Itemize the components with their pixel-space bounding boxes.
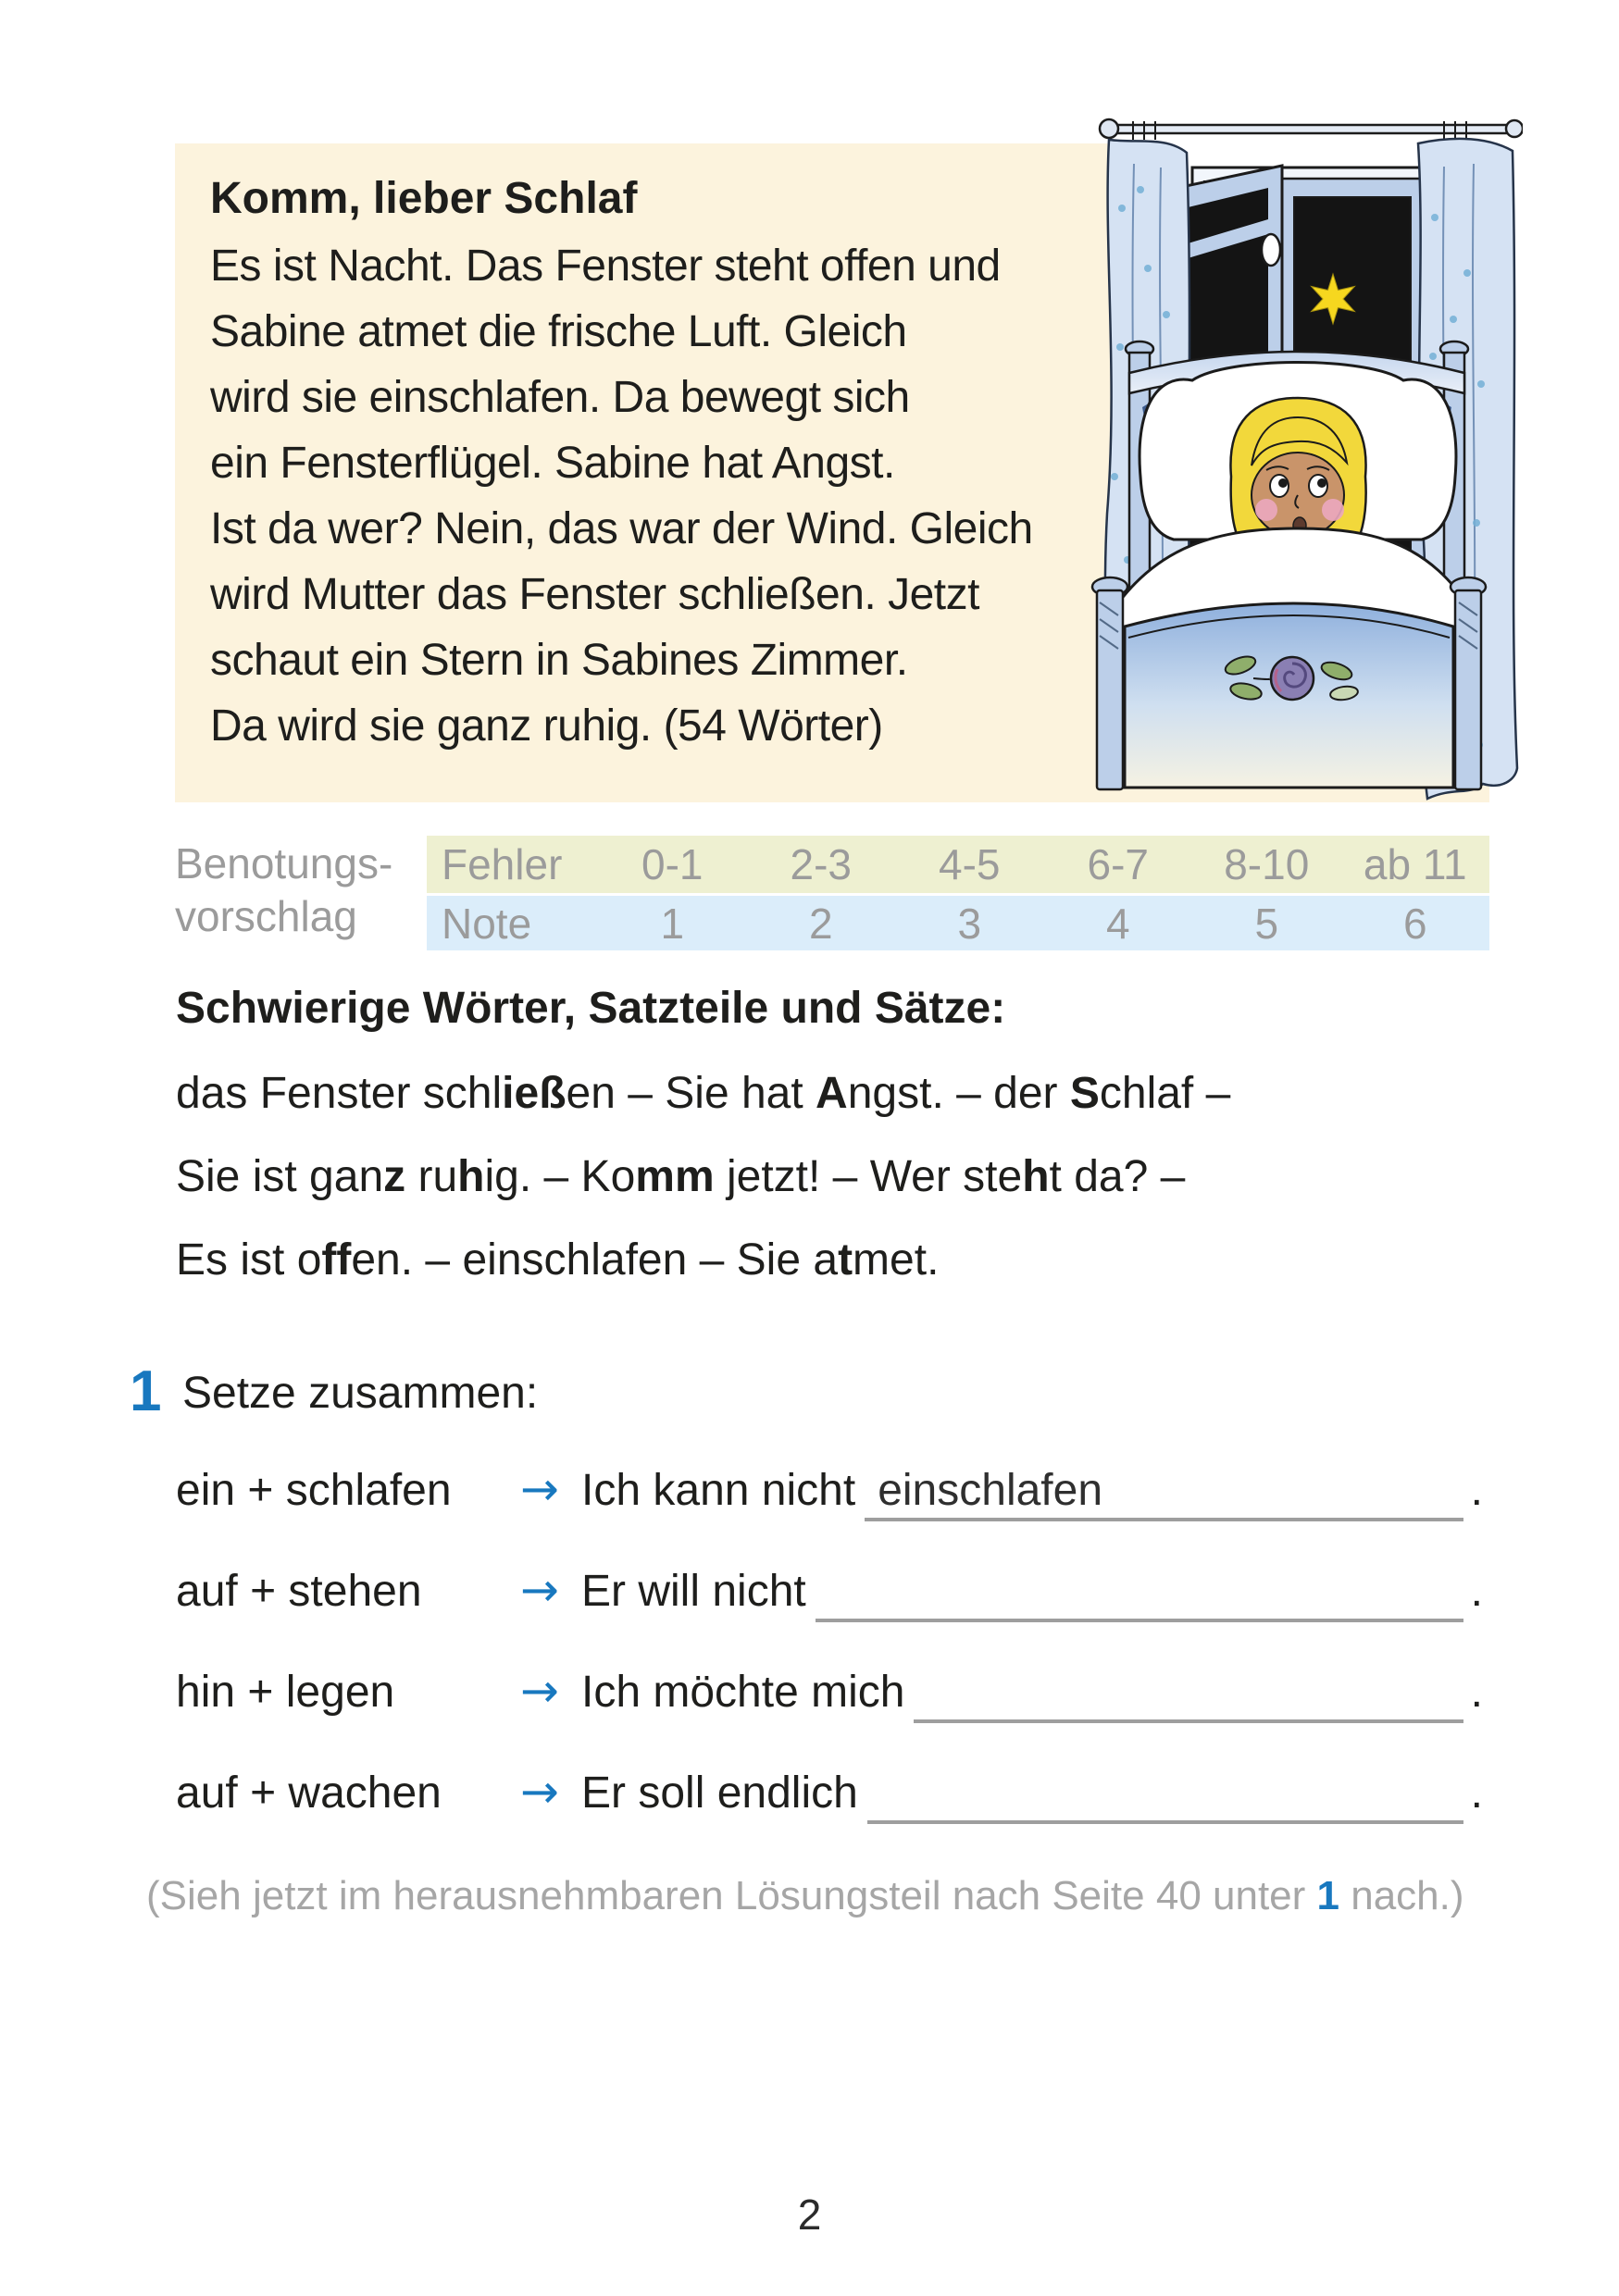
answer-blank-line xyxy=(816,1566,1463,1622)
sentence-start: Er soll endlich xyxy=(581,1769,858,1818)
grading-cell: ab 11 xyxy=(1363,840,1467,888)
grading-cell: 3 xyxy=(957,899,982,948)
difficult-words-line: Sie ist ganz ruhig. – Komm jetzt! – Wer steht da? – xyxy=(176,1152,1186,1201)
arrow-right-icon: → xyxy=(520,1462,559,1516)
dictation-line: Sabine atmet die frische Luft. Gleich xyxy=(210,307,907,356)
dictation-line: wird Mutter das Fenster schließen. Jetzt xyxy=(210,570,979,619)
grading-row-header: Note xyxy=(442,899,532,948)
exercise-row xyxy=(176,1563,1483,1620)
window-handle xyxy=(1262,234,1280,266)
answer-blank-line xyxy=(914,1667,1463,1723)
word-combination: ein + schlafen xyxy=(176,1466,452,1515)
exercise-title: Setze zusammen: xyxy=(182,1369,539,1418)
sentence-start: Ich möchte mich xyxy=(581,1668,905,1717)
dictation-line: wird sie einschlafen. Da bewegt sich xyxy=(210,373,910,422)
arrow-right-icon: → xyxy=(520,1765,559,1818)
bedroom-illustration xyxy=(1055,79,1523,803)
sentence-period: . xyxy=(1470,1668,1483,1717)
arrow-right-icon: → xyxy=(520,1664,559,1718)
arrow-right-icon: → xyxy=(520,1563,559,1617)
exercise-number: 1 xyxy=(130,1359,162,1423)
exercise-row xyxy=(176,1462,1483,1520)
grading-cell: 6-7 xyxy=(1087,840,1149,888)
dictation-line: schaut ein Stern in Sabines Zimmer. xyxy=(210,636,908,685)
grading-table xyxy=(427,836,1489,950)
grading-cell: 4-5 xyxy=(939,840,1001,888)
grading-cell: 1 xyxy=(660,899,685,948)
difficult-words-heading: Schwierige Wörter, Satzteile und Sätze: xyxy=(176,984,1006,1033)
solution-hint: (Sieh jetzt im herausnehmbaren Lösungsteil nach Seite 40 unter 1 nach.) xyxy=(146,1873,1464,1918)
exercise-row xyxy=(176,1664,1483,1721)
exercise-row xyxy=(176,1765,1483,1822)
grading-cell: 5 xyxy=(1254,899,1279,948)
dictation-line: ein Fensterflügel. Sabine hat Angst. xyxy=(210,439,895,488)
sentence-period: . xyxy=(1470,1466,1483,1515)
answer-blank-line xyxy=(865,1465,1463,1521)
word-combination: auf + wachen xyxy=(176,1769,442,1818)
difficult-words-line: das Fenster schließen – Sie hat Angst. – der Schlaf – xyxy=(176,1069,1231,1118)
sentence-start: Er will nicht xyxy=(581,1567,806,1616)
grading-cell: 2 xyxy=(808,899,833,948)
sentence-start: Ich kann nicht xyxy=(581,1466,856,1515)
sentence-period: . xyxy=(1470,1567,1483,1616)
grading-cell: 4 xyxy=(1105,899,1130,948)
exercise-1 xyxy=(0,1359,1619,1866)
grading-cell: 2-3 xyxy=(790,840,852,888)
grading-row-note xyxy=(427,893,1489,950)
bedroom-illustration-svg xyxy=(1055,79,1523,803)
grading-label xyxy=(175,838,392,943)
grading-row-fehler xyxy=(427,836,1489,893)
sentence-period: . xyxy=(1470,1769,1483,1818)
grading-cell: 8-10 xyxy=(1224,840,1310,888)
dictation-line: Es ist Nacht. Das Fenster steht offen und xyxy=(210,242,1001,291)
grading-row-header: Fehler xyxy=(442,840,563,888)
answer-blank-line xyxy=(867,1768,1463,1824)
exercise-header xyxy=(0,1359,1619,1442)
grading-cell: 0-1 xyxy=(641,840,704,888)
grading-cell: 6 xyxy=(1402,899,1427,948)
dictation-title: Komm, lieber Schlaf xyxy=(210,174,638,223)
difficult-words-line: Es ist offen. – einschlafen – Sie atmet. xyxy=(176,1235,940,1285)
grading-label-line1: Benotungs- xyxy=(175,839,393,887)
dictation-line: Ist da wer? Nein, das war der Wind. Gleich xyxy=(210,504,1033,553)
grading-label-line2: vorschlag xyxy=(175,892,357,940)
answer-text: einschlafen ​ xyxy=(878,1466,1102,1515)
dictation-line: Da wird sie ganz ruhig. (54 Wörter) xyxy=(210,701,883,751)
exercise-rows xyxy=(176,1462,1483,1822)
word-combination: hin + legen xyxy=(176,1668,395,1717)
word-combination: auf + stehen xyxy=(176,1567,422,1616)
difficult-words-section xyxy=(176,983,1230,1302)
page-number: 2 xyxy=(797,2191,822,2239)
